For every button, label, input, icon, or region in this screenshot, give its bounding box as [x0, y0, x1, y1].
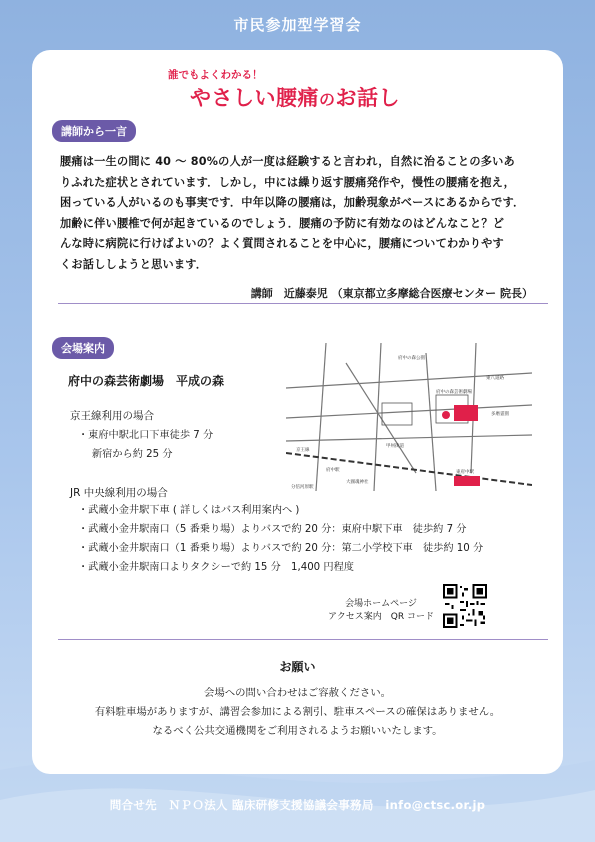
contact-footer: 問合せ先 ＮＰＯ法人 臨床研修支援協議会事務局 info@ctsc.or.jp — [109, 798, 486, 812]
map-label: 大國魂神社 — [346, 480, 369, 485]
event-series-title: 市民参加型学習会 — [233, 16, 362, 34]
lecture-subtitle: 誰でもよくわかる！ — [168, 69, 263, 81]
title-particle: の — [319, 90, 336, 109]
message-line: 加齢に伴い腰椎で何が起きているのでしょう．腰痛の予防に有効なのはどんなこと？ど — [60, 216, 505, 230]
map-label: 京王線 — [296, 448, 310, 453]
map-label: 府中の森公園 — [398, 356, 425, 361]
jr-item: ・武蔵小金井駅南口（1 番乗り場）よりバスで約 20 分：第二小学校下車 徒歩約 10 分 — [78, 543, 484, 554]
keio-heading: 京王線利用の場合 — [70, 410, 154, 422]
message-line: んな時に病院に行けばよいの？よく質問されることを中心に，腰痛についてわかりやす — [60, 237, 504, 250]
map-label: 甲州街道 — [386, 444, 404, 449]
qr-caption-line: アクセス案内 QR コード — [328, 612, 434, 622]
map-label: 府中の森芸術劇場 — [436, 390, 472, 395]
jr-item: ・武蔵小金井駅下車 ( 詳しくはバス利用案内へ ) — [78, 505, 300, 516]
section-divider — [58, 303, 548, 304]
title-main: やさしい腰痛 — [190, 86, 319, 110]
map-label: 分倍河原駅 — [291, 485, 314, 490]
venue-info-pill: 会場案内 — [52, 337, 114, 359]
map-label: 東府中駅 — [456, 470, 474, 475]
jr-heading: JR 中央線利用の場合 — [70, 487, 168, 499]
lecturer-message — [60, 152, 538, 275]
map-label: 多磨霊園 — [491, 412, 509, 417]
message-line: くお話ししようと思います． — [60, 257, 208, 271]
request-line: なるべく公共交通機関をご利用されるようお願いいたします。 — [152, 725, 443, 737]
message-line: 困っている人がいるのも事実です．中年以降の腰痛は，加齢現象がベースにあるからです． — [60, 196, 525, 209]
lecturer-name: 講師 近藤泰児 （東京都立多摩総合医療センター 院長） — [250, 287, 533, 300]
qr-caption — [325, 598, 437, 624]
keio-item: 新宿から約 25 分 — [92, 449, 173, 460]
jr-item: ・武蔵小金井駅南口（5 番乗り場）よりバスで約 20 分：東府中駅下車 徒歩約 7 分 — [78, 524, 467, 535]
message-line: 腰痛は一生の間に 40 ～ 80%の人が一度は経験すると言われ，自然に治ることの多いあ — [60, 155, 515, 168]
venue-name: 府中の森芸術劇場 平成の森 — [68, 374, 225, 388]
venue-map — [286, 343, 532, 491]
map-label: 府中駅 — [326, 468, 340, 473]
lecturer-message-pill: 講師から一言 — [52, 120, 136, 142]
request-line: 会場への問い合わせはご容赦ください。 — [203, 687, 392, 699]
qr-caption-line: 会場ホームページ — [345, 599, 417, 609]
title-end: お話し — [335, 86, 401, 110]
request-title: お願い — [279, 660, 316, 674]
lecture-title — [190, 82, 400, 112]
request-line: 有料駐車場がありますが、講習会参加による割引、駐車スペースの確保はありません。 — [94, 706, 501, 718]
qr-code[interactable] — [443, 584, 487, 628]
message-line: りふれた症状とされています．しかし，中には繰り返す腰痛発作や，慢性の腰痛を抱え， — [60, 175, 516, 189]
map-label: 東八道路 — [486, 376, 504, 381]
section-divider — [58, 639, 548, 640]
keio-item: ・東府中駅北口下車徒歩 7 分 — [78, 430, 214, 441]
jr-item: ・武蔵小金井駅南口よりタクシーで約 15 分 1,400 円程度 — [78, 562, 354, 573]
